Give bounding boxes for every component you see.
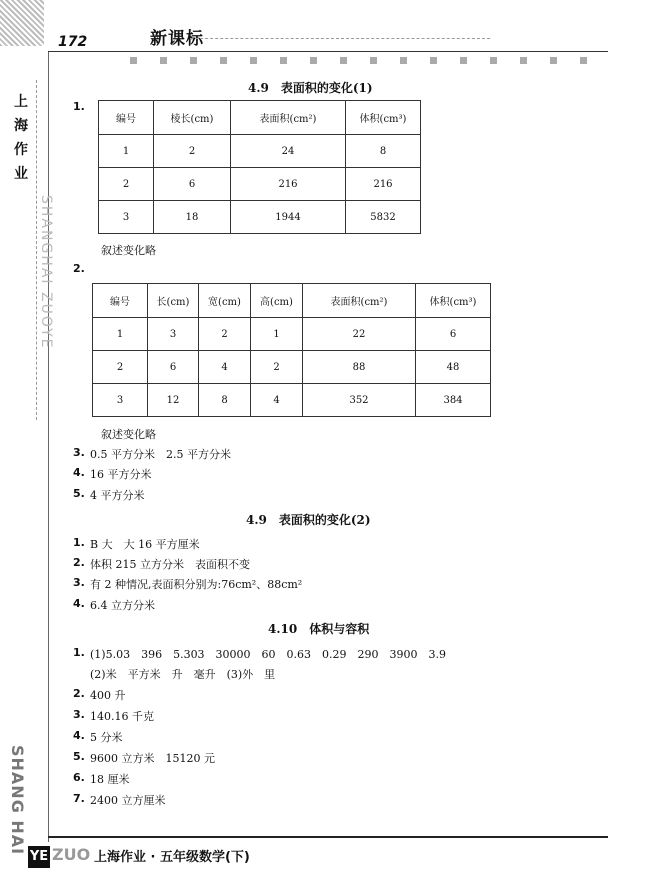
header-square <box>460 57 467 64</box>
table-cell: 6 <box>148 351 199 384</box>
table-cell: 3 <box>148 318 199 351</box>
question-number: 2. <box>73 556 85 569</box>
header-hatch <box>0 0 44 46</box>
header-square <box>310 57 317 64</box>
question-number: 2. <box>73 687 85 700</box>
table-cell: 18 <box>154 201 231 234</box>
left-rule <box>48 52 49 842</box>
answer-text: B 大 大 16 平方厘米 <box>90 538 200 551</box>
table-header-cell: 长(cm) <box>148 284 199 318</box>
table-cell: 3 <box>93 384 148 417</box>
question-number: 5. <box>73 750 85 763</box>
question-number: 4. <box>73 597 85 610</box>
question-number: 6. <box>73 771 85 784</box>
header-square <box>580 57 587 64</box>
answer-text: 6.4 立方分米 <box>90 599 155 612</box>
answer-text: 16 平方分米 <box>90 468 152 481</box>
question-number: 4. <box>73 729 85 742</box>
section-title: 4.9 表面积的变化(2) <box>246 513 371 527</box>
header-square <box>220 57 227 64</box>
table-cell: 3 <box>99 201 154 234</box>
footer-title: 上海作业 · 五年级数学(下) <box>94 850 250 865</box>
table-header-cell: 表面积(cm²) <box>303 284 416 318</box>
section-title: 4.10 体积与容积 <box>268 622 370 636</box>
header-square <box>340 57 347 64</box>
footer-rule <box>48 836 608 838</box>
question-number: 7. <box>73 792 85 805</box>
table-cell: 1 <box>99 135 154 168</box>
left-title: 上海作业 <box>14 94 28 182</box>
table-cell: 48 <box>416 351 491 384</box>
question-number: 4. <box>73 466 85 479</box>
table-cell: 2 <box>154 135 231 168</box>
answer-text: (2)米 平方米 升 毫升 (3)外 里 <box>90 668 276 681</box>
question-number: 3. <box>73 446 85 459</box>
table-cell: 6 <box>154 168 231 201</box>
table-header-cell: 棱长(cm) <box>154 101 231 135</box>
note-text: 叙述变化略 <box>101 244 156 257</box>
note-text: 叙述变化略 <box>101 428 156 441</box>
table-cell: 2 <box>199 318 251 351</box>
header-square <box>370 57 377 64</box>
answer-text: 9600 立方米 15120 元 <box>90 752 215 765</box>
table-cell: 8 <box>199 384 251 417</box>
table-header-cell: 宽(cm) <box>199 284 251 318</box>
question-number: 1. <box>73 100 85 113</box>
answer-text: 2400 立方厘米 <box>90 794 166 807</box>
answer-text: (1)5.03 396 5.303 30000 60 0.63 0.29 290 3900 3.9 <box>90 648 447 661</box>
header-square <box>490 57 497 64</box>
table-cell: 24 <box>231 135 346 168</box>
table-cell: 6 <box>416 318 491 351</box>
answer-text: 5 分米 <box>90 731 123 744</box>
table-cell: 1944 <box>231 201 346 234</box>
header-square <box>250 57 257 64</box>
answer-text: 400 升 <box>90 689 126 702</box>
table-cell: 1 <box>251 318 303 351</box>
question-number: 1. <box>73 536 85 549</box>
footer-zuo: ZUO <box>52 845 91 864</box>
header-dotted-line <box>190 38 490 39</box>
header-square <box>520 57 527 64</box>
answer-text: 140.16 千克 <box>90 710 154 723</box>
table-cube <box>98 100 421 234</box>
table-header-cell: 编号 <box>93 284 148 318</box>
left-dashed-line <box>36 80 37 420</box>
answer-text: 体积 215 立方分米 表面积不变 <box>90 558 250 571</box>
table-cell: 4 <box>199 351 251 384</box>
question-number: 5. <box>73 487 85 500</box>
table-header-cell: 编号 <box>99 101 154 135</box>
header-square <box>550 57 557 64</box>
table-cell: 12 <box>148 384 199 417</box>
left-bottom-text: SHANG HAI <box>8 745 27 856</box>
answer-text: 0.5 平方分米 2.5 平方分米 <box>90 448 231 461</box>
header-square <box>160 57 167 64</box>
question-number: 2. <box>73 262 85 275</box>
table-cell: 22 <box>303 318 416 351</box>
table-cell: 4 <box>251 384 303 417</box>
header-square <box>190 57 197 64</box>
table-cuboid <box>92 283 491 417</box>
brand-title: 新课标 <box>150 29 204 49</box>
question-number: 1. <box>73 646 85 659</box>
table-cell: 352 <box>303 384 416 417</box>
table-cell: 2 <box>93 351 148 384</box>
table-cell: 8 <box>346 135 421 168</box>
answer-text: 有 2 种情况,表面积分别为:76cm²、88cm² <box>90 578 303 591</box>
table-cell: 88 <box>303 351 416 384</box>
header-square <box>400 57 407 64</box>
table-cell: 216 <box>231 168 346 201</box>
section-title: 4.9 表面积的变化(1) <box>248 81 373 95</box>
header-square <box>280 57 287 64</box>
table-cell: 2 <box>99 168 154 201</box>
page-number: 172 <box>58 34 88 50</box>
table-header-cell: 体积(cm³) <box>346 101 421 135</box>
header-square <box>130 57 137 64</box>
answer-text: 4 平方分米 <box>90 489 145 502</box>
question-number: 3. <box>73 576 85 589</box>
header-rule <box>48 51 608 52</box>
question-number: 3. <box>73 708 85 721</box>
header-square <box>430 57 437 64</box>
left-pinyin: SHANGHAI ZUOYE <box>38 195 54 350</box>
footer-ye-badge: YE <box>28 846 50 868</box>
table-header-cell: 体积(cm³) <box>416 284 491 318</box>
table-cell: 2 <box>251 351 303 384</box>
table-cell: 216 <box>346 168 421 201</box>
table-cell: 384 <box>416 384 491 417</box>
table-header-cell: 表面积(cm²) <box>231 101 346 135</box>
table-header-cell: 高(cm) <box>251 284 303 318</box>
table-cell: 1 <box>93 318 148 351</box>
answer-text: 18 厘米 <box>90 773 130 786</box>
table-cell: 5832 <box>346 201 421 234</box>
